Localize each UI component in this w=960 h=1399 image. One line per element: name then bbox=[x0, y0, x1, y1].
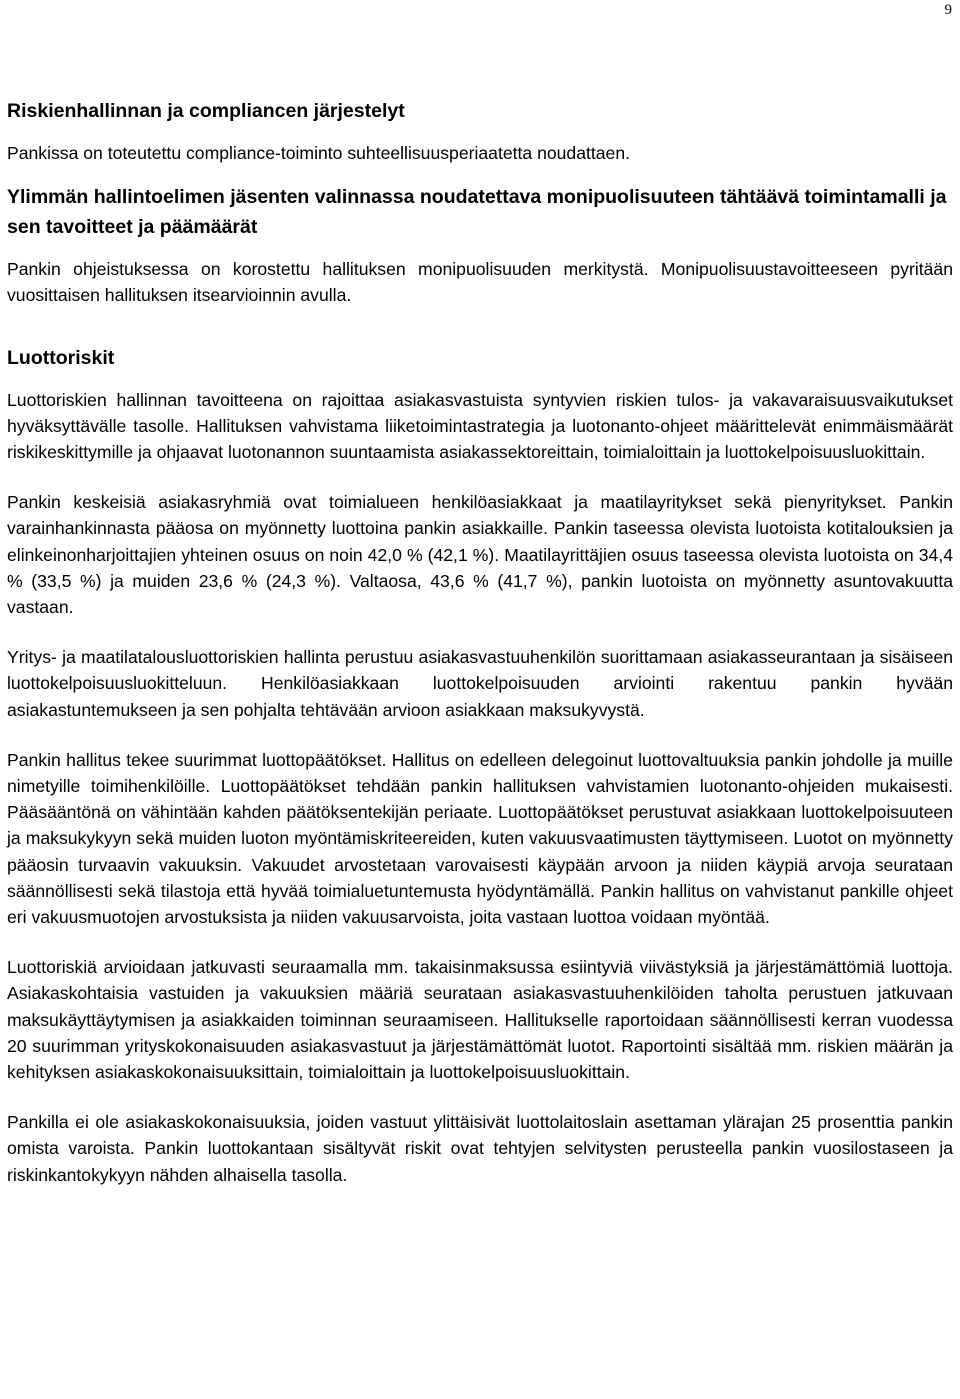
document-body bbox=[7, 96, 953, 1212]
section-heading-luottoriskit: Luottoriskit bbox=[7, 346, 115, 369]
paragraph-compliance: Pankissa on toteutettu compliance-toiminto suhteellisuusperiaatetta noudattaen. bbox=[7, 143, 631, 163]
section-heading-hallinto: Ylimmän hallintoelimen jäsenten valinnassa noudatettava monipuolisuuteen tähtäävä toimintamalli ja sen tavoitteet ja päämäärät bbox=[7, 186, 947, 239]
paragraph-luottoriskit-2: Pankin keskeisiä asiakasryhmiä ovat toimialueen henkilöasiakkaat ja maatilayritykset sekä pienyritykset. Pankin varainhankinnasta pääosa on myönnetty luottoina pankin asiakkaille. Pankin taseessa olevista luotoista kotitalouksien ja elinkeinonharjoittajien yhteinen osuus on noin 42,0 % (42,1 %). Maatilayrittäjien osuus taseessa olevista luotoista on 34,4 % (33,5 %) ja muiden 23,6 % (24,3 %). Valtaosa, 43,6 % (41,7 %), pankin luotoista on myönnetty asuntovakuutta vastaan. bbox=[7, 492, 953, 618]
paragraph-luottoriskit-4: Pankin hallitus tekee suurimmat luottopäätökset. Hallitus on edelleen delegoinut luottovaltuuksia pankin johdolle ja muille nimetyille toimihenkilöille. Luottopäätökset tehdään pankin hallituksen vahvistamien luotonanto-ohjeiden mukaisesti. Pääsääntönä on vähintään kahden päätöksentekijän periaate. Luottopäätökset perustuvat asiakkaan luottokelpoisuuteen ja maksukykyyn sekä muiden luoton myöntämiskriteereiden, kuten vakuusvaatimusten täyttymiseen. Luotot on myönnetty pääosin turvaavin vakuuksin. Vakuudet arvostetaan varovaisesti käypään arvoon ja niiden käypiä arvoja seurataan säännöllisesti sekä tilastoja että hyvää toimialuetuntemusta hyödyntämällä. Pankin hallitus on vahvistanut pankille ohjeet eri vakuusmuotojen arvostuksista ja niiden vakuusarvoista, joita vastaan luottoa voidaan myöntää. bbox=[7, 749, 953, 928]
paragraph-luottoriskit-6: Pankilla ei ole asiakaskokonaisuuksia, joiden vastuut ylittäisivät luottolaitoslain asettaman ylärajan 25 prosenttia pankin omista varoista. Pankin luottokantaan sisältyvät riskit ovat tehtyjen selvitysten perusteella pankin vuosilostaseen ja riskinkantokykyyn nähden alhaisella tasolla. bbox=[7, 1112, 953, 1185]
paragraph-luottoriskit-1: Luottoriskien hallinnan tavoitteena on rajoittaa asiakasvastuista syntyvien riskien tulos- ja vakavaraisuusvaikutukset hyväksyttävälle tasolle. Hallituksen vahvistama liiketoimintastrategia ja luotonanto-ohjeet määrittelevät enimmäismäärät riskikeskittymille ja ohjaavat luotonannon suuntaamista asiakassektoreittain, toimialoittain ja luottokelpoisuusluokittain. bbox=[7, 389, 953, 463]
section-heading-riskienhallinta: Riskienhallinnan ja compliancen järjestelyt bbox=[7, 100, 405, 122]
paragraph-luottoriskit-3: Yritys- ja maatilatalousluottoriskien hallinta perustuu asiakasvastuuhenkilön suorittamaan asiakasseurantaan ja sisäiseen luottokelpoisuusluokitteluun. Henkilöasiakkaan luottokelpoisuuden arviointi rakentuu pankin hyvään asiakastuntemukseen ja sen pohjalta tehtävään arvioon asiakkaan maksukyvystä. bbox=[7, 647, 953, 720]
page-number: 9 bbox=[944, 2, 952, 18]
paragraph-luottoriskit-5: Luottoriskiä arvioidaan jatkuvasti seuraamalla mm. takaisinmaksussa esiintyviä viivästyksiä ja järjestämättömiä luottoja. Asiakaskohtaisia vastuiden ja vakuuksien määriä seurataan asiakasvastuuhenkilöiden taholta perustuen jatkuvaan maksukäyttäytymisen ja asiakkaiden toiminnan seuraamiseen. Hallitukselle raportoidaan säännöllisesti kerran vuodessa 20 suurimman yrityskokonaisuuden asiakasvastuut ja järjestämättömät luotot. Raportointi sisältää mm. riskien määrän ja kehityksen asiakaskokonaisuuksittain, toimialoittain ja luottokelpoisuusluokittain. bbox=[7, 957, 953, 1083]
paragraph-hallinto: Pankin ohjeistuksessa on korostettu hallituksen monipuolisuuden merkitystä. Monipuolisuustavoitteeseen pyritään vuosittaisen hallituksen itsearvioinnin avulla. bbox=[7, 259, 953, 306]
